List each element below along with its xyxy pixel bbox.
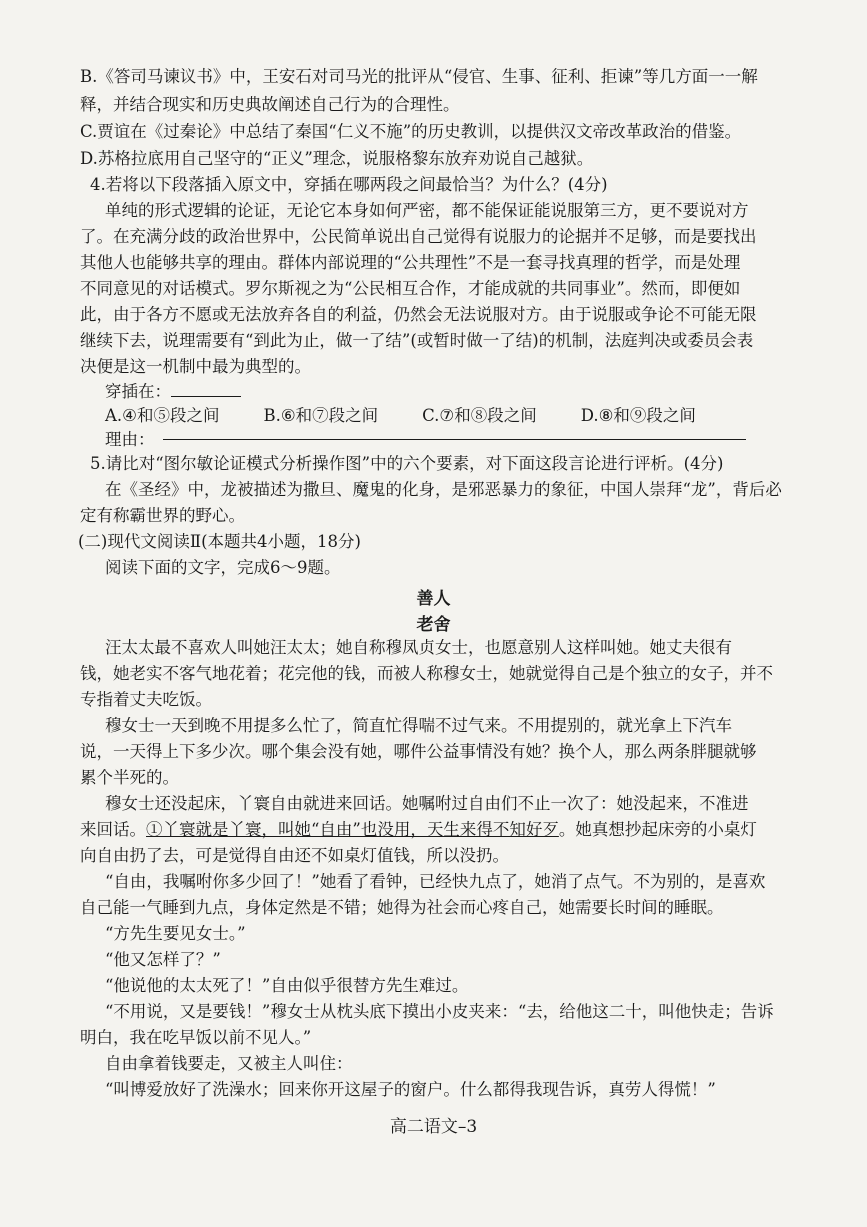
q4-passage-line: 了。在充满分歧的政治世界中，公民简单说出自己觉得有说服力的论据并不足够，而是要找出 xyxy=(80,227,757,246)
question-5-stem: 5.请比对“图尔敏论证模式分析操作图”中的六个要素，对下面这段言论进行评析。(4分) xyxy=(90,454,724,473)
section-heading: (二)现代文阅读Ⅱ(本题共4小题，18分) xyxy=(78,532,361,551)
q4-options xyxy=(105,405,780,427)
choice-d: D.苏格拉底用自己坚守的“正义”理念，说服格黎东放弃劝说自己越狱。 xyxy=(80,149,594,168)
story-line: 向自由扔了去，可是觉得自由还不如桌灯值钱，所以没扔。 xyxy=(80,846,509,865)
q4-passage-line: 决便是这一机制中最为典型的。 xyxy=(80,357,311,376)
story-line: 穆女士一天到晚不用提多么忙了，简直忙得喘不过气来。不用提别的，就光拿上下汽车 xyxy=(105,716,732,735)
option-d: D.⑧和⑨段之间 xyxy=(580,406,696,425)
story-line xyxy=(80,819,780,841)
reason-answer-blank[interactable] xyxy=(163,439,746,440)
q4-passage-line: 此，由于各方不愿或无法放弃各自的利益，仍然会无法说服对方。由于说服或争论不可能无限 xyxy=(80,305,757,324)
story-line: “他又怎样了？” xyxy=(105,950,221,969)
question-4-stem: 4.若将以下段落插入原文中，穿插在哪两段之间最恰当？为什么？(4分) xyxy=(90,175,608,194)
story-line: “自由，我嘱咐你多少回了！”她看了看钟，已经快九点了，她消了点气。不为别的，是喜欢 xyxy=(105,872,766,891)
story-text: 。她真想抄起床旁的小桌灯 xyxy=(558,820,757,839)
story-line: 累个半死的。 xyxy=(80,768,179,787)
option-b: B.⑥和⑦段之间 xyxy=(263,406,379,425)
story-author: 老舍 xyxy=(416,615,451,635)
insert-label: 穿插在： xyxy=(105,382,171,401)
story-line: 说，一天得上下多少次。哪个集会没有她，哪件公益事情没有她？换个人，那么两条胖腿就够 xyxy=(80,742,757,761)
story-line: 明白，我在吃早饭以前不见人。” xyxy=(80,1028,312,1047)
reason-label: 理由： xyxy=(105,430,155,449)
story-line: 钱，她老实不客气地花着；花完他的钱，而被人称穆女士，她就觉得自己是个独立的女子，并不 xyxy=(80,664,773,683)
story-line: “不用说，又是要钱！”穆女士从枕头底下摸出小皮夹来：“去，给他这二十，叫他快走；告诉 xyxy=(105,1002,774,1021)
q4-passage-line: 单纯的形式逻辑的论证，无论它本身如何严密，都不能保证能说服第三方，更不要说对方 xyxy=(105,201,749,220)
story-line: 汪太太最不喜欢人叫她汪太太；她自称穆凤贞女士，也愿意别人这样叫她。她丈夫很有 xyxy=(105,638,732,657)
option-a: A.④和⑤段之间 xyxy=(105,406,220,425)
q4-passage-line: 不同意见的对话模式。罗尔斯视之为“公民相互合作，才能成就的共同事业”。然而，即便如 xyxy=(80,279,741,298)
story-line: 专指着丈夫吃饭。 xyxy=(80,690,212,709)
q4-passage-line: 其他人也能够共享的理由。群体内部说理的“公共理性”不是一套寻找真理的哲学，而是处理 xyxy=(80,253,741,272)
story-line: 穆女士还没起床，丫寰自由就进来回话。她嘱咐过自由们不止一次了：她没起来，不准进 xyxy=(105,794,749,813)
choice-c: C.贾谊在《过秦论》中总结了秦国“仁义不施”的历史教训，以提供汉文帝改革政治的借鉴。 xyxy=(80,122,742,141)
page-footer: 高二语文–3 xyxy=(389,1117,478,1137)
q5-passage-line: 定有称霸世界的野心。 xyxy=(80,506,245,525)
option-c: C.⑦和⑧段之间 xyxy=(422,406,537,425)
story-line: 自己能一气睡到九点，身体定然是不错；她得为社会而心疼自己，她需要长时间的睡眠。 xyxy=(80,898,724,917)
story-line: “叫博爱放好了洗澡水；回来你开这屋子的窗户。什么都得我现告诉，真劳人得慌！” xyxy=(105,1080,716,1099)
choice-b-line1: B.《答司马谏议书》中，王安石对司马光的批评从“侵官、生事、征利、拒谏”等几方面一一解 xyxy=(80,67,758,86)
story-text: 来回话。 xyxy=(80,820,146,839)
story-line: 自由拿着钱要走，又被主人叫住： xyxy=(105,1054,353,1073)
q4-passage-line: 继续下去，说理需要有“到此为止，做一了结”(或暂时做一了结)的机制，法庭判决或委员会表 xyxy=(80,331,754,350)
choice-b-line2: 释，并结合现实和历史典故阐述自己行为的合理性。 xyxy=(80,95,460,114)
story-line: “方先生要见女士。” xyxy=(105,924,246,943)
story-line: “他说他的太太死了！”自由似乎很替方先生难过。 xyxy=(105,976,469,995)
story-title: 善人 xyxy=(416,589,451,609)
underlined-sentence-1: ①丫寰就是丫寰，叫她“自由”也没用，天生来得不知好歹 xyxy=(146,820,559,839)
reading-instruction: 阅读下面的文字，完成6～9题。 xyxy=(105,558,341,577)
insert-answer-blank[interactable] xyxy=(171,382,241,397)
q5-passage-line: 在《圣经》中，龙被描述为撒旦、魔鬼的化身，是邪恶暴力的象征，中国人崇拜“龙”，背后必 xyxy=(105,480,782,499)
insert-answer-row xyxy=(105,381,780,403)
